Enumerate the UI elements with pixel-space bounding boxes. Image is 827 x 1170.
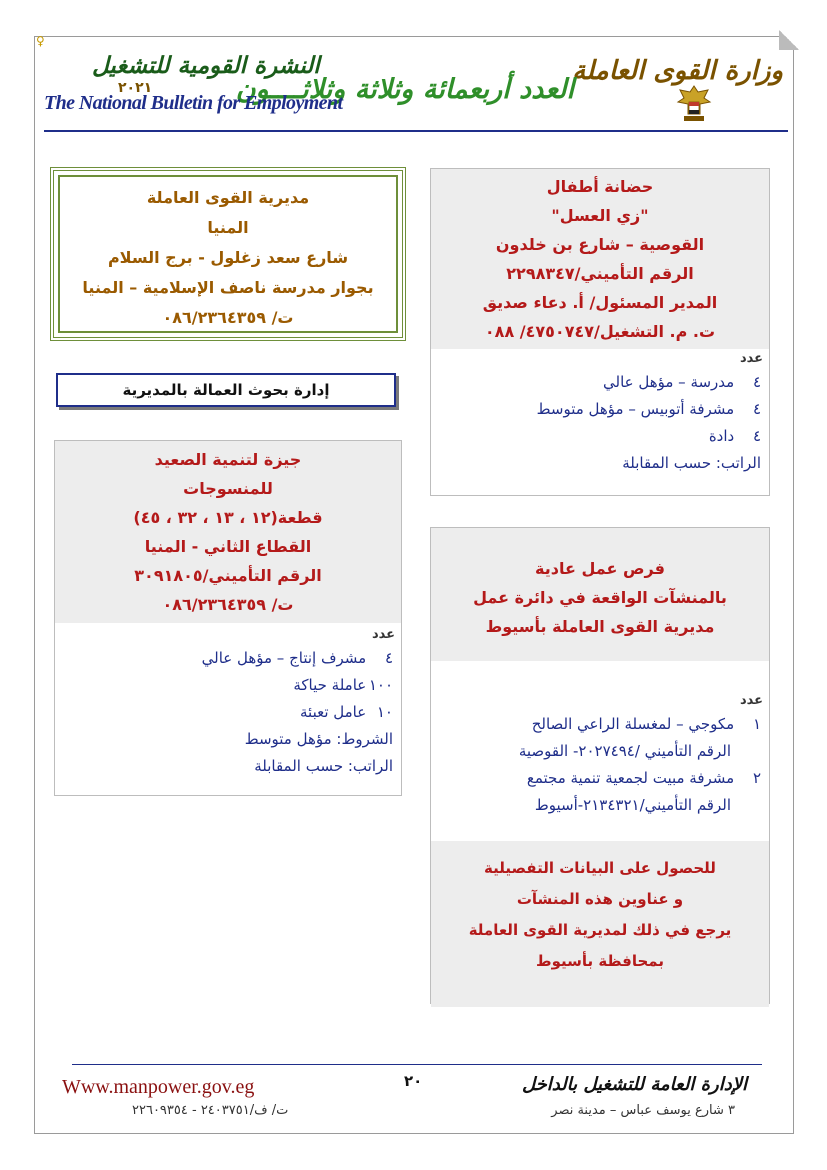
count-label: عدد bbox=[739, 693, 763, 708]
list-item: ٤ مشرف إنتاج – مؤهل عالي bbox=[201, 649, 393, 667]
minia-address-box bbox=[50, 167, 406, 341]
count-label: عدد bbox=[371, 627, 395, 642]
company-name: جيزة لتنمية الصعيد bbox=[154, 450, 302, 469]
header-divider bbox=[44, 130, 788, 132]
section-subtitle: بالمنشآت الواقعة في دائرة عمل bbox=[473, 588, 727, 607]
page-number: ٢٠ bbox=[404, 1072, 423, 1090]
footer-divider bbox=[72, 1064, 762, 1065]
page-corner-fold bbox=[779, 30, 799, 50]
manager-name: المدير المسئول/ أ. دعاء صديق bbox=[482, 293, 718, 312]
info-line: بمحافظة بأسيوط bbox=[535, 952, 664, 970]
info-line: و عناوين هذه المنشآت bbox=[516, 890, 684, 908]
address-line: المنيا bbox=[207, 218, 249, 237]
list-item: ١ مكوجي – لمغسلة الراعي الصالح bbox=[531, 715, 761, 733]
giza-job-box bbox=[54, 440, 402, 796]
company-name: حضانة أطفال bbox=[546, 177, 654, 196]
section-subtitle: مديرية القوى العاملة بأسيوط bbox=[485, 617, 715, 636]
company-address: القوصية – شارع بن خلدون bbox=[495, 235, 705, 254]
footer-phones: ت/ ف/٢٤٠٣٧٥١ - ٢٢٦٠٩٣٥٤ bbox=[132, 1103, 289, 1118]
company-phone: ت. م. التشغيل/٤٧٥٠٧٤٧/ ٠٨٨ bbox=[484, 322, 716, 341]
company-name-2: للمنسوجات bbox=[183, 479, 273, 498]
list-item-sub: الرقم التأميني/٢١٣٤٣٢١-أسيوط bbox=[534, 796, 731, 814]
company-name-2: "زي العسل" bbox=[551, 206, 649, 225]
company-sector: القطاع الثاني - المنيا bbox=[144, 537, 312, 556]
conditions: الشروط: مؤهل متوسط bbox=[244, 730, 393, 748]
count-label: عدد bbox=[739, 351, 763, 366]
list-item-sub: الرقم التأميني /٢٠٢٧٤٩٤- القوصية bbox=[518, 742, 731, 760]
address-line: شارع سعد زغلول - برج السلام bbox=[107, 248, 349, 267]
list-item: ٤ دادة bbox=[708, 427, 761, 445]
list-item: ٤ مدرسة – مؤهل عالي bbox=[603, 373, 761, 391]
list-item: ٤ مشرفة أتوبيس – مؤهل متوسط bbox=[536, 400, 761, 418]
ministry-title: وزارة القوى العاملة bbox=[572, 56, 783, 86]
list-item: ١٠٠ عاملة حياكة bbox=[293, 676, 393, 694]
bulletin-year: ٢٠٢١ bbox=[118, 80, 153, 96]
company-phone: ت/ ٠٨٦/٢٣٦٤٣٥٩ bbox=[162, 595, 294, 614]
pin-icon: ♀ bbox=[36, 34, 45, 48]
bulletin-title-ar: النشرة القومية للتشغيل bbox=[92, 52, 320, 79]
footer-address: ٣ شارع يوسف عباس – مدينة نصر bbox=[551, 1103, 735, 1118]
address-line: بجوار مدرسة ناصف الإسلامية – المنيا bbox=[82, 278, 374, 297]
address-line: مديرية القوى العاملة bbox=[146, 188, 310, 207]
issue-number: العدد أربعمائة وثلاثة وثلاثــــون bbox=[235, 74, 574, 105]
footer-dept: الإدارة العامة للتشغيل بالداخل bbox=[521, 1074, 747, 1095]
eagle-emblem-icon bbox=[674, 82, 714, 126]
insurance-number: الرقم التأميني/٣٠٩١٨٠٥ bbox=[134, 566, 322, 585]
nursery-job-box bbox=[430, 168, 770, 496]
list-item: ١٠ عامل تعبئة bbox=[300, 703, 393, 721]
info-line: للحصول على البيانات التفصيلية bbox=[484, 859, 716, 877]
salary: الراتب: حسب المقابلة bbox=[254, 757, 393, 775]
section-title: فرص عمل عادية bbox=[535, 559, 665, 578]
assiut-jobs-box bbox=[430, 527, 770, 1004]
website-link[interactable]: Www.manpower.gov.eg bbox=[62, 1076, 255, 1098]
insurance-number: الرقم التأميني/٢٢٩٨٣٤٧ bbox=[506, 264, 694, 283]
list-item: ٢ مشرفة مبيت لجمعية تنمية مجتمع bbox=[526, 769, 761, 787]
address-phone: ت/ ٠٨٦/٢٣٦٤٣٥٩ bbox=[162, 308, 294, 327]
company-plot: قطعة(١٢ ، ١٣ ، ٣٢ ، ٤٥) bbox=[133, 508, 323, 527]
bulletin-title-en: The National Bulletin for Employment bbox=[44, 92, 343, 114]
research-dept-label: إدارة بحوث العمالة بالمديرية bbox=[56, 373, 396, 407]
info-line: يرجع في ذلك لمديرية القوى العاملة bbox=[468, 921, 732, 939]
salary: الراتب: حسب المقابلة bbox=[622, 454, 761, 472]
